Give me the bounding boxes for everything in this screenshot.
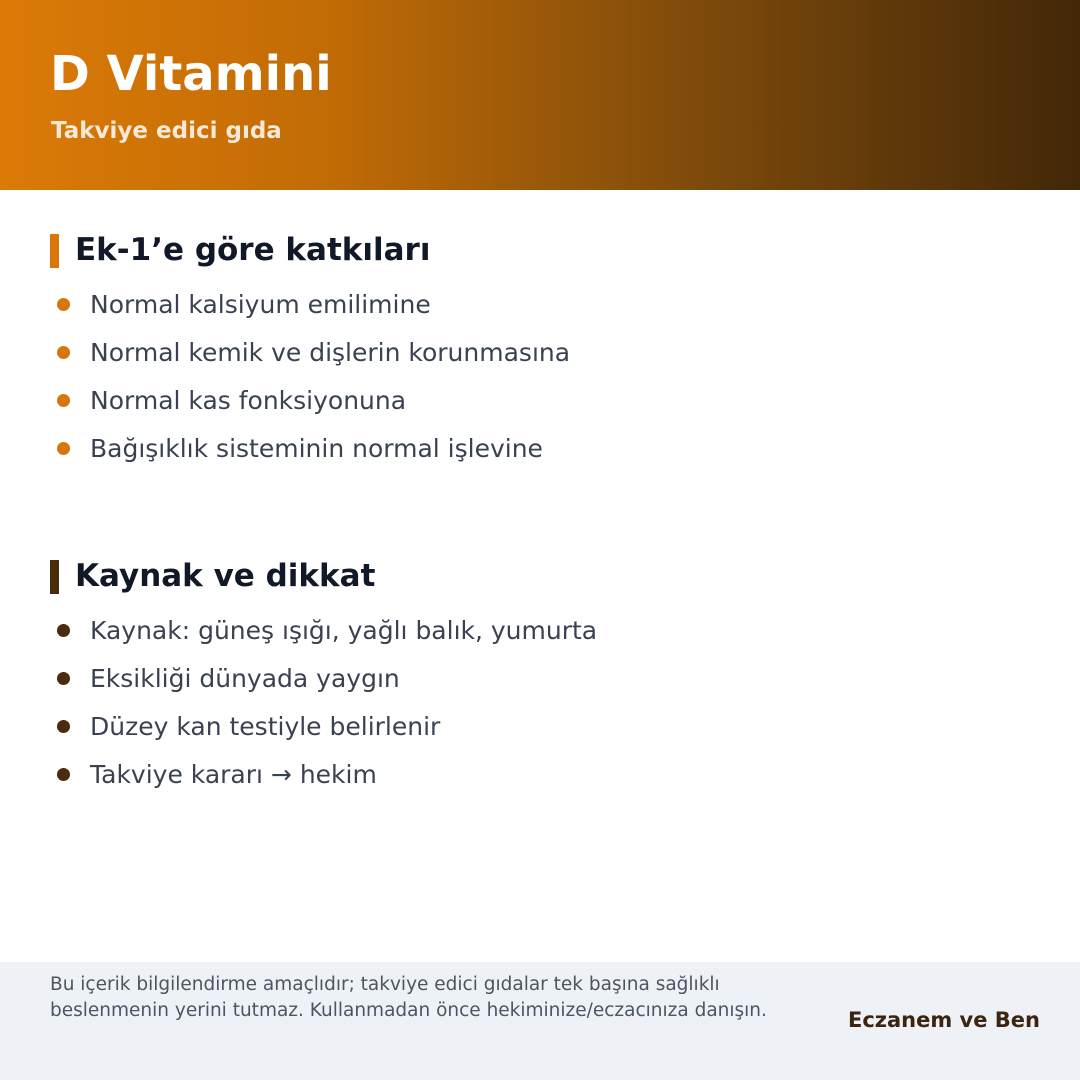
- list-item-text: Normal kas fonksiyonuna: [90, 386, 407, 415]
- bullet-dot-icon: [57, 298, 70, 311]
- list-item-text: Eksikliği dünyada yaygın: [90, 664, 400, 693]
- page-title: D Vitamini: [50, 46, 332, 102]
- footer-disclaimer: Bu içerik bilgilendirme amaçlıdır; takviye edici gıdalar tek başına sağlıklı beslenmenin yerini tutmaz. Kullanmadan önce hekiminize/eczacınıza danışın.: [50, 974, 767, 1021]
- section-heading: Ek-1’e göre katkıları: [75, 232, 431, 268]
- header-banner: [0, 0, 1080, 190]
- list-item: [0, 610, 1080, 658]
- section-accent-bar: [50, 234, 59, 268]
- source-caution-list: [0, 610, 1080, 802]
- contributions-list: [0, 284, 1080, 476]
- section-title-row: [0, 230, 1080, 270]
- section-contributions: [0, 230, 1080, 463]
- list-item-text: Normal kalsiyum emilimine: [90, 290, 431, 319]
- section-accent-bar: [50, 560, 59, 594]
- bullet-dot-icon: [57, 624, 70, 637]
- list-item: [0, 284, 1080, 332]
- list-item: [0, 428, 1080, 476]
- list-item-text: Bağışıklık sisteminin normal işlevine: [90, 434, 543, 463]
- list-item-text: Takviye kararı → hekim: [90, 760, 377, 789]
- bullet-dot-icon: [57, 672, 70, 685]
- section-source-caution: [0, 556, 1080, 789]
- list-item: [0, 706, 1080, 754]
- bullet-dot-icon: [57, 346, 70, 359]
- list-item-text: Normal kemik ve dişlerin korunmasına: [90, 338, 571, 367]
- bullet-dot-icon: [57, 720, 70, 733]
- list-item: [0, 380, 1080, 428]
- bullet-dot-icon: [57, 394, 70, 407]
- brand-name: Eczanem ve Ben: [847, 1008, 1040, 1032]
- list-item-text: Kaynak: güneş ışığı, yağlı balık, yumurta: [90, 616, 598, 645]
- footer: [0, 962, 1080, 1080]
- list-item-text: Düzey kan testiyle belirlenir: [90, 712, 441, 741]
- bullet-dot-icon: [57, 768, 70, 781]
- list-item: [0, 658, 1080, 706]
- section-title-row: [0, 556, 1080, 596]
- bullet-dot-icon: [57, 442, 70, 455]
- section-heading: Kaynak ve dikkat: [75, 558, 376, 594]
- page-subtitle: Takviye edici gıda: [51, 118, 282, 144]
- list-item: [0, 754, 1080, 802]
- list-item: [0, 332, 1080, 380]
